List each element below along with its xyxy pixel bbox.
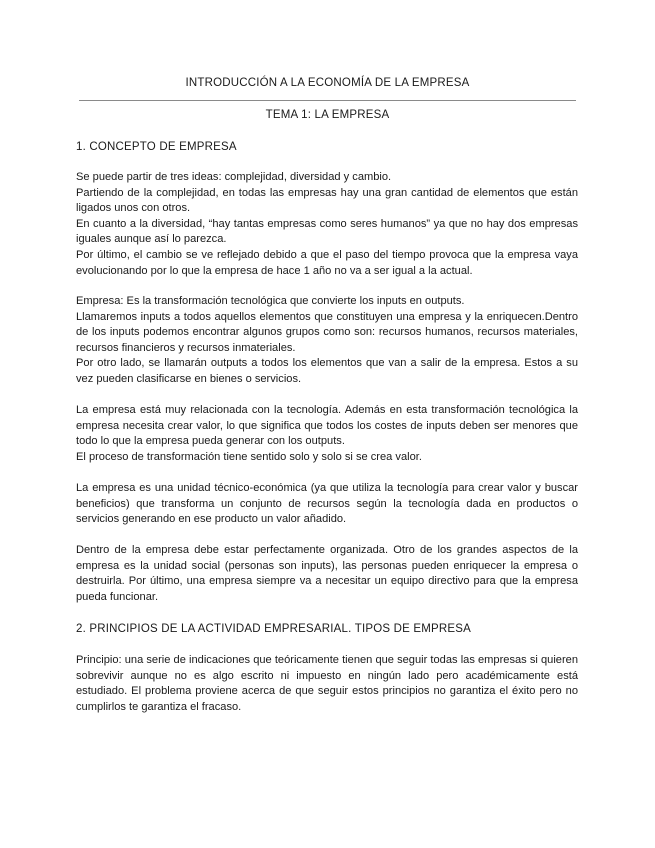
paragraph-group-unidad xyxy=(76,481,578,528)
section-heading-concepto: 1. CONCEPTO DE EMPRESA xyxy=(76,141,237,153)
paragraph: La empresa está muy relacionada con la tecnología. Además en esta transformación tecnológica la empresa necesita crear valor, lo que significa que todos los costes de inputs deben ser menores que todo lo que la empresa pueda generar con los outputs. xyxy=(76,404,578,448)
paragraph: Empresa: Es la transformación tecnológica que convierte los inputs en outputs. xyxy=(76,295,465,307)
title-divider xyxy=(79,100,576,101)
paragraph: La empresa es una unidad técnico-económica (ya que utiliza la tecnología para crear valor y buscar beneficios) que transforma un conjunto de recursos según la tecnología dada en productos o servicios generando en ese producto un valor añadido. xyxy=(76,482,578,526)
paragraph: Partiendo de la complejidad, en todas las empresas hay una gran cantidad de elementos que están ligados unos con otros. xyxy=(76,186,578,215)
paragraph: Dentro de la empresa debe estar perfectamente organizada. Otro de los grandes aspectos de la empresa es la unidad social (personas son inputs), las personas pueden enriquecer la empresa o destruirla. Por último, una empresa siempre va a necesitar un equipo directivo para que la empresa pueda funcionar. xyxy=(76,544,578,603)
paragraph-group-organizacion xyxy=(76,543,578,605)
paragraph: Principio: una serie de indicaciones que teóricamente tienen que seguir todas las empresas si quieren sobrevivir aunque no es algo escrito ni impuesto en ningún lado pero académicamente está estudiado. El problema proviene acerca de que seguir estos principios no garantiza el éxito pero no cumplirlos te garantiza el fracaso. xyxy=(76,654,578,713)
paragraph-group-tecnologia xyxy=(76,403,578,465)
paragraph-group-intro xyxy=(76,170,578,279)
paragraph: El proceso de transformación tiene sentido solo y solo si se crea valor. xyxy=(76,450,422,463)
paragraph: Llamaremos inputs a todos aquellos elementos que constituyen una empresa y la enriquecen.Dentro de los inputs podemos encontrar algunos grupos como son: recursos humanos, recursos materiales, recursos financieros y recursos inmateriales. xyxy=(76,310,578,354)
paragraph-group-principio xyxy=(76,653,578,715)
paragraph: En cuanto a la diversidad, “hay tantas empresas como seres humanos” ya que no hay dos empresas iguales aunque así lo parezca. xyxy=(76,217,578,246)
paragraph-group-empresa xyxy=(76,294,578,388)
section-heading-principios: 2. PRINCIPIOS DE LA ACTIVIDAD EMPRESARIAL. TIPOS DE EMPRESA xyxy=(76,623,472,635)
paragraph: Por último, el cambio se ve reflejado debido a que el paso del tiempo provoca que la empresa vaya evolucionando por lo que la empresa de hace 1 año no va a ser igual a la actual. xyxy=(76,248,578,277)
paragraph: Se puede partir de tres ideas: complejidad, diversidad y cambio. xyxy=(76,171,392,183)
paragraph: Por otro lado, se llamarán outputs a todos los elementos que van a salir de la empresa. Estos a su vez pueden clasificarse en bienes o servicios. xyxy=(76,357,578,385)
document-title: INTRODUCCIÓN A LA ECONOMÍA DE LA EMPRESA xyxy=(185,77,470,89)
document-subtitle: TEMA 1: LA EMPRESA xyxy=(265,109,390,121)
